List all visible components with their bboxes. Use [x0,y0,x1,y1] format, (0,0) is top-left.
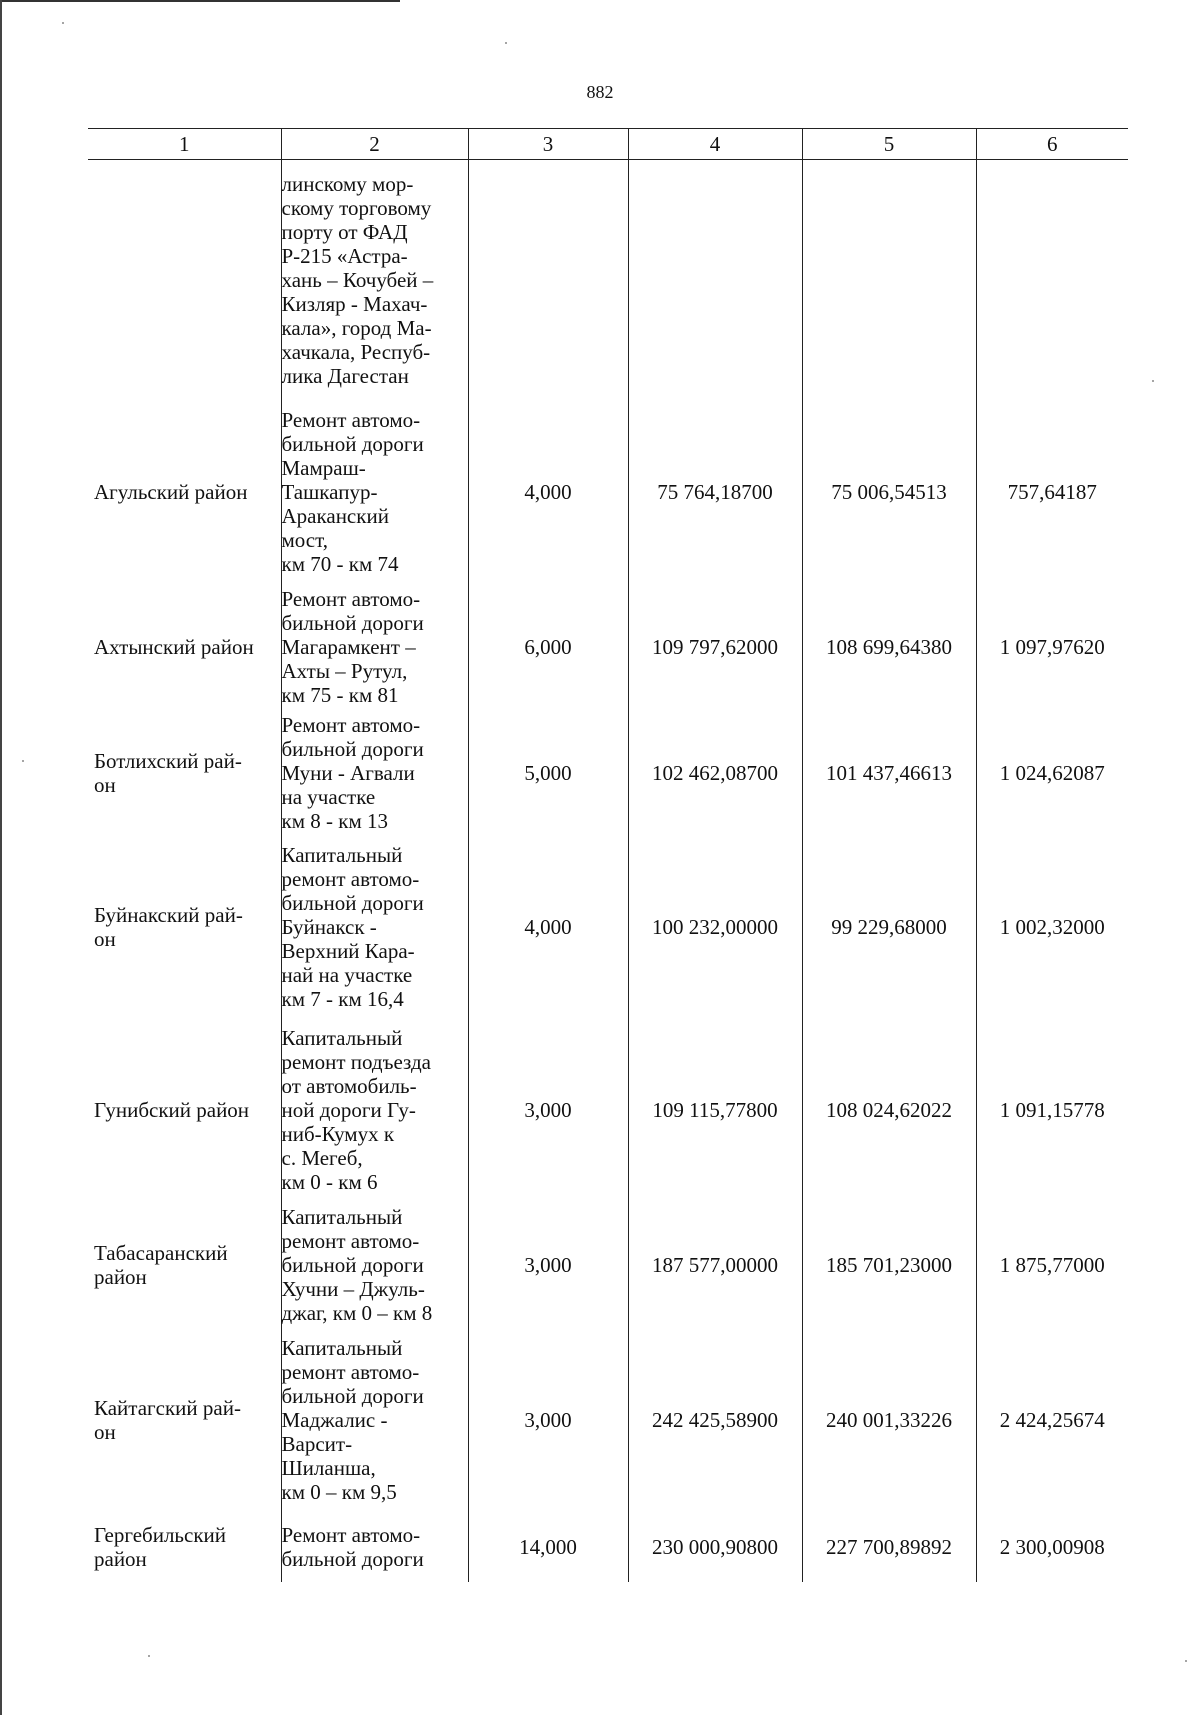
federal-share-cell: 99 229,68000 [802,836,976,1019]
column-header-3: 3 [468,129,628,160]
regional-share-cell: 2 424,25674 [976,1328,1128,1512]
table-row [88,584,1128,710]
district-cell: Буйнакский рай- он [94,903,243,951]
project-description-cell: линскому мор- скому торговому порту от ФАД Р-215 «Астра- хань – Кочубей – Кизляр - Махач- кала», город Ма- хачкала, Респуб- лика Дагестан [281,160,468,400]
length-km-cell [468,160,628,400]
length-km-cell: 4,000 [468,400,628,584]
district-cell [88,160,281,400]
project-description-cell: Капитальный ремонт автомо- бильной дороги Хучни – Джуль- джаг, км 0 – км 8 [281,1202,468,1328]
project-description-cell: Капитальный ремонт автомо- бильной дороги Маджалис - Варсит- Шиланша, км 0 – км 9,5 [281,1328,468,1512]
length-km-cell: 3,000 [468,1328,628,1512]
project-description-cell: Ремонт автомо- бильной дороги Муни - Агвали на участке км 8 - км 13 [281,710,468,836]
regional-share-cell: 1 875,77000 [976,1202,1128,1328]
scan-border-top [0,0,400,2]
table-row [88,160,1128,400]
federal-share-cell: 227 700,89892 [802,1512,976,1582]
column-header-4: 4 [628,129,802,160]
total-cost-cell: 100 232,00000 [628,836,802,1019]
district-cell: Кайтагский рай- он [94,1395,241,1444]
scan-speck [1185,1660,1187,1662]
district-cell: Гергебильский район [94,1522,226,1571]
total-cost-cell: 109 797,62000 [628,584,802,710]
district-cell: Гунибский район [94,1098,250,1122]
length-km-cell: 5,000 [468,710,628,836]
total-cost-cell: 230 000,90800 [628,1512,802,1582]
total-cost-cell: 242 425,58900 [628,1328,802,1512]
length-km-cell: 3,000 [468,1202,628,1328]
column-header-2: 2 [281,129,468,160]
federal-share-cell [802,160,976,400]
table-row [88,400,1128,584]
regional-share-cell [976,160,1128,400]
total-cost-cell: 109 115,77800 [628,1019,802,1202]
district-cell: Агульский район [94,479,248,504]
length-km-cell: 3,000 [468,1019,628,1202]
scan-speck [148,1655,150,1657]
project-description-cell: Ремонт автомо- бильной дороги Магарамкент – Ахты – Рутул, км 75 - км 81 [281,584,468,710]
federal-share-cell: 101 437,46613 [802,710,976,836]
project-description-cell: Капитальный ремонт автомо- бильной дороги Буйнакск - Верхний Кара- най на участке км 7 - км 16,4 [281,836,468,1019]
total-cost-cell [628,160,802,400]
length-km-cell: 14,000 [468,1512,628,1582]
budget-table [88,128,1128,1582]
regional-share-cell: 1 091,15778 [976,1019,1128,1202]
scan-border-left [0,0,2,1715]
district-cell: Ахтынский район [94,634,254,659]
regional-share-cell: 757,64187 [976,400,1128,584]
length-km-cell: 4,000 [468,836,628,1019]
scan-speck [22,760,24,762]
project-description-cell: Капитальный ремонт подъезда от автомобиль- ной дороги Гу- ниб-Кумух к с. Мегеб, км 0 - км 6 [281,1019,468,1202]
federal-share-cell: 185 701,23000 [802,1202,976,1328]
table-row [88,1328,1128,1512]
table-row [88,1019,1128,1202]
scan-speck [62,22,64,24]
federal-share-cell: 108 024,62022 [802,1019,976,1202]
project-description-cell: Ремонт автомо- бильной дороги [281,1512,468,1582]
length-km-cell: 6,000 [468,584,628,710]
scan-speck [1152,380,1154,382]
table-row [88,1512,1128,1582]
regional-share-cell: 1 002,32000 [976,836,1128,1019]
total-cost-cell: 75 764,18700 [628,400,802,584]
table-body [88,160,1128,1582]
regional-share-cell: 1 097,97620 [976,584,1128,710]
header-row [88,129,1128,160]
district-cell: Ботлихский рай- он [94,748,242,797]
project-description-cell: Ремонт автомо- бильной дороги Мамраш- Ташкапур- Араканский мост, км 70 - км 74 [281,400,468,584]
scan-speck [505,42,507,44]
federal-share-cell: 240 001,33226 [802,1328,976,1512]
column-header-5: 5 [802,129,976,160]
total-cost-cell: 187 577,00000 [628,1202,802,1328]
district-cell: Табасаранский район [94,1240,228,1289]
table-row [88,710,1128,836]
federal-share-cell: 108 699,64380 [802,584,976,710]
regional-share-cell: 1 024,62087 [976,710,1128,836]
column-header-6: 6 [976,129,1128,160]
column-header-1: 1 [88,129,281,160]
total-cost-cell: 102 462,08700 [628,710,802,836]
federal-share-cell: 75 006,54513 [802,400,976,584]
page-number: 882 [586,82,614,102]
table-row [88,836,1128,1019]
table-row [88,1202,1128,1328]
regional-share-cell: 2 300,00908 [976,1512,1128,1582]
